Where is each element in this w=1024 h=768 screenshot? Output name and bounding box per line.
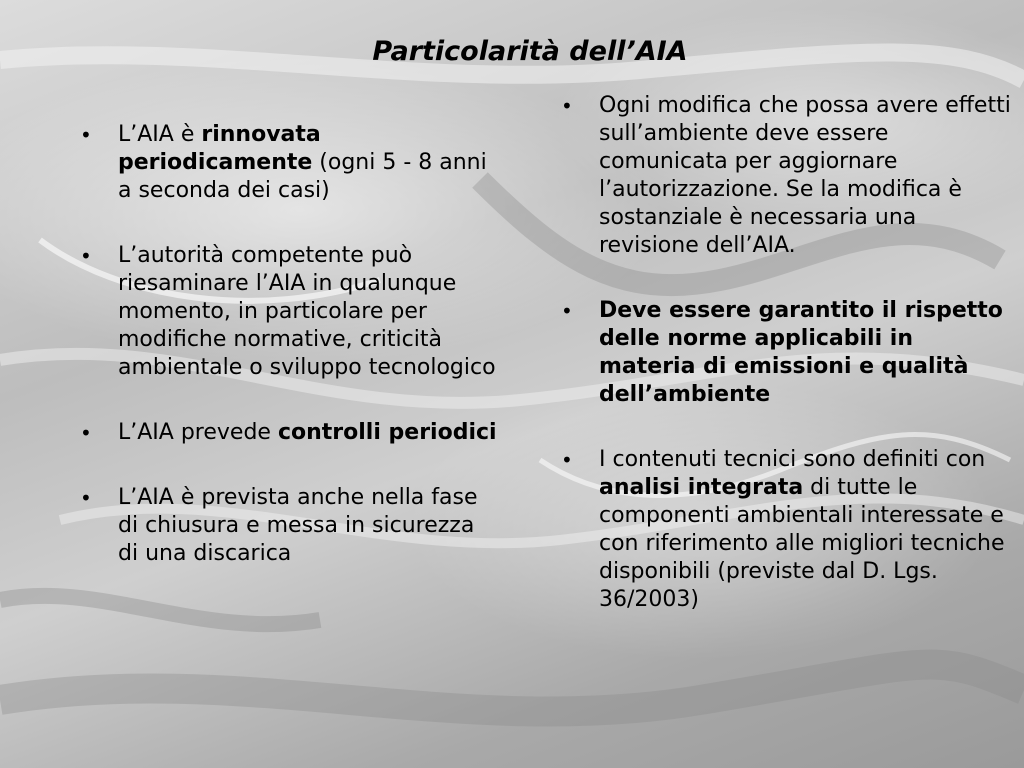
list-item xyxy=(80,242,500,382)
bullet-text: Ogni modifica che possa avere effetti sull’ambiente deve essere comunicata per aggiornare l’autorizzazione. Se la modifica è sostanziale è necessaria una revisione dell’AIA. xyxy=(599,93,1011,258)
list-item xyxy=(80,121,500,205)
bullet-glyph: • xyxy=(80,486,92,510)
bullet-bold-text: rinnovata periodicamente xyxy=(118,122,321,175)
bullet-glyph: • xyxy=(561,448,573,472)
bullet-text: L’AIA prevede xyxy=(118,420,278,445)
left-bullet-list xyxy=(80,121,500,605)
bullet-bold-text: analisi integrata xyxy=(599,475,804,500)
bullet-glyph: • xyxy=(561,299,573,323)
bullet-bold-text: Deve essere garantito il rispetto delle norme applicabili in materia di emissioni e qualità dell’ambiente xyxy=(599,298,1003,407)
bullet-glyph: • xyxy=(561,94,573,118)
bullet-text: I contenuti tecnici sono definiti con xyxy=(599,447,986,472)
list-item xyxy=(561,92,1016,260)
bullet-text: L’AIA è prevista anche nella fase di chiusura e messa in sicurezza di una discarica xyxy=(118,485,478,566)
bullet-text: L’autorità competente può riesaminare l’AIA in qualunque momento, in particolare per modifiche normative, criticità ambientale o sviluppo tecnologico xyxy=(118,243,496,380)
bullet-glyph: • xyxy=(80,421,92,445)
bullet-glyph: • xyxy=(80,244,92,268)
list-item xyxy=(80,419,500,447)
bullet-text: di tutte le componenti ambientali interessate e con riferimento alle migliori tecniche disponibili (previste dal D. Lgs. 36/2003) xyxy=(599,475,1005,612)
slide-title: Particolarità dell’AIA xyxy=(372,36,688,67)
list-item xyxy=(80,484,500,568)
right-bullet-list xyxy=(561,92,1016,651)
list-item xyxy=(561,446,1016,614)
bullet-glyph: • xyxy=(80,123,92,147)
list-item xyxy=(561,297,1016,409)
bullet-text: (ogni 5 - 8 anni a seconda dei casi) xyxy=(118,150,487,203)
bullet-bold-text: controlli periodici xyxy=(277,420,497,445)
bullet-text: L’AIA è xyxy=(118,122,202,147)
